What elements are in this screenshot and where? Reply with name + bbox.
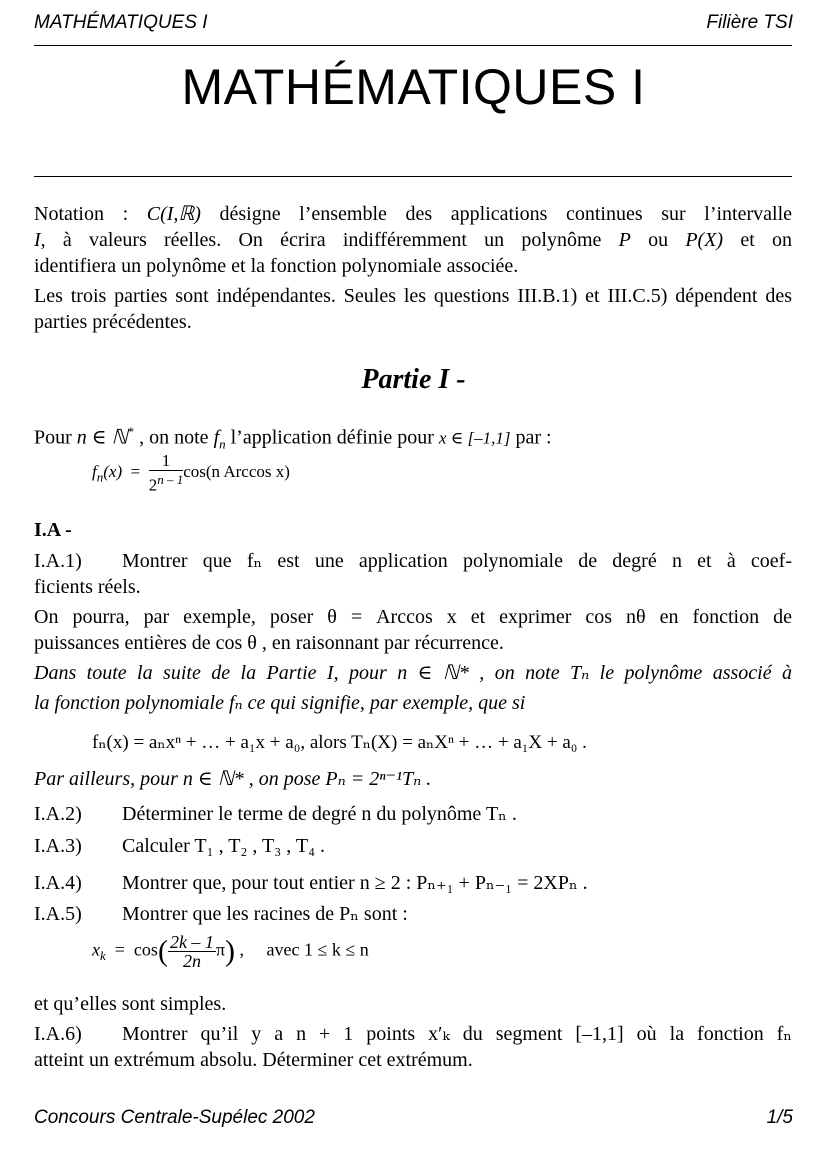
question-IA2: I.A.2) Déterminer le terme de degré n du polynôme Tₙ . <box>34 803 517 825</box>
roots-fraction: $\frac{2k - 1}{2n}$ <box>169 932 214 971</box>
notation-l1b: désigne l’ensemble des applications continues sur l’intervalle <box>200 203 793 225</box>
header-rule <box>34 45 792 46</box>
section-IA: I.A - <box>34 519 72 541</box>
simple-roots: et qu’elles sont simples. <box>34 993 227 1015</box>
fn-rhs: cos(n Arccos x) <box>183 462 290 482</box>
italic-line1: Dans toute la suite de la Partie I, pour n ∈ ℕ* , on note Tₙ le polynôme associé à <box>34 662 792 684</box>
intro-c: l’application définie pour <box>225 426 439 449</box>
intro-a: Pour <box>34 426 77 449</box>
qA1-cont: ficients réels. <box>34 576 141 598</box>
pn-definition: Par ailleurs, pour n ∈ ℕ* , on pose Pₙ = 2ⁿ⁻¹Tₙ . <box>34 768 432 790</box>
header-left: MATHÉMATIQUES I <box>34 12 208 33</box>
notation-PX: P(X) <box>685 229 724 251</box>
qA6-cont: atteint un extrémum absolu. Déterminer cet extrémum. <box>34 1049 473 1071</box>
roots-formula: $x_k = \cos$( $\frac{2k - 1}{2n}$ π) , avec 1 ≤ k ≤ n <box>92 932 369 971</box>
notation-I: I <box>34 229 41 251</box>
notation-c-math: C(I,ℝ) <box>146 203 201 225</box>
intro-fn: f <box>213 426 220 449</box>
fn-definition: $f_n(x)$ = $\frac{1}{2^{n - 1}}$ cos(n Arccos x) <box>92 451 290 495</box>
intro-math: n ∈ ℕ <box>76 426 128 449</box>
intro-d: par : <box>510 426 552 449</box>
page-title: MATHÉMATIQUES I <box>181 59 646 115</box>
notation-l3: identifiera un polynôme et la fonction polynomiale associée. <box>34 255 519 277</box>
hint-line2: puissances entières de cos θ , en raisonnant par récurrence. <box>34 632 504 654</box>
question-IA1 <box>34 548 792 574</box>
notation-l2c: et on <box>723 229 793 251</box>
intro-b: , on note <box>134 426 214 449</box>
independence-paragraph: Les trois parties sont indépendantes. Seules les questions III.B.1) et III.C.5) dépendent des parties précédentes. <box>34 285 792 333</box>
question-IA3: I.A.3) Calculer T₁ , T₂ , T₃ , T₄ . <box>34 835 326 857</box>
notation-paragraph <box>34 201 792 279</box>
italic-line2: la fonction polynomiale fₙ ce qui signifie, par exemple, que si <box>34 692 526 714</box>
part1-intro: Pour n ∈ ℕ* , on note $f_n$ l’application définie pour x ∈ [–1,1] par : <box>34 424 552 452</box>
fn-fraction: $\frac{1}{2^{n - 1}}$ <box>148 451 184 495</box>
header-right: Filière TSI <box>706 12 793 33</box>
notation-l2b: , à valeurs réelles. On écrira indifféremment un polynôme <box>40 229 619 251</box>
title-rule <box>34 176 792 177</box>
notation-P: P <box>618 229 631 251</box>
footer-right: 1/5 <box>766 1107 793 1128</box>
poly-equation: fₙ(x) = aₙxⁿ + … + a₁x + a₀, alors Tₙ(X) = aₙXⁿ + … + a₁X + a₀ . <box>92 732 587 753</box>
qA1-label: I.A.1) <box>34 550 82 572</box>
question-IA6: I.A.6) Montrer qu’il y a n + 1 points x′ₖ du segment [–1,1] où la fonction fₙ <box>34 1023 792 1045</box>
hint-line1: On pourra, par exemple, poser θ = Arccos x et exprimer cos nθ en fonction de <box>34 606 792 628</box>
qA1-text: Montrer que fₙ est une application polynomiale de degré n et à coef- <box>122 550 792 572</box>
intro-interval: x ∈ [–1,1] <box>438 428 511 448</box>
footer-left: Concours Centrale-Supélec 2002 <box>34 1107 315 1128</box>
question-IA5: I.A.5) Montrer que les racines de Pₙ sont : <box>34 903 408 925</box>
question-IA4: I.A.4) Montrer que, pour tout entier n ≥ 2 : Pₙ₊₁ + Pₙ₋₁ = 2XPₙ . <box>34 872 588 894</box>
notation-ou: ou <box>630 229 686 251</box>
part-title: Partie I - <box>361 364 466 395</box>
notation-l1a: Notation : <box>34 203 147 225</box>
